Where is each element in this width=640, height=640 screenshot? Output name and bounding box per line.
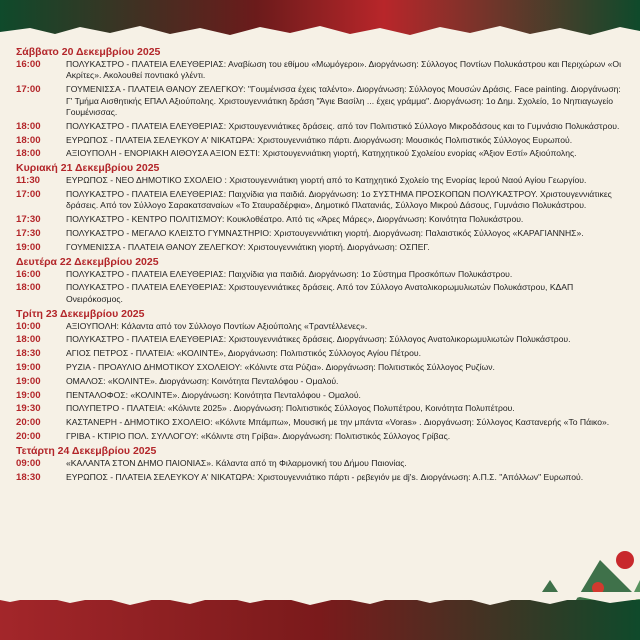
event-row (16, 472, 626, 483)
ornament-icon (616, 551, 634, 569)
event-row (16, 362, 626, 373)
event-time: 20:00 (16, 417, 41, 429)
event-row (16, 175, 626, 186)
event-description: ΠΟΛΥΚΑΣΤΡΟ - ΠΛΑΤΕΙΑ ΕΛΕΥΘΕΡΙΑΣ: Χριστουγεννιάτικες δράσεις. Από τον Σύλλογο Ανατολικορωμυλιωτών Πολυκάστρου, ΚΔΑΠ Ονειρόκοσμος. (66, 282, 574, 304)
event-description: ΠΟΛΥΚΑΣΤΡΟ - ΠΛΑΤΕΙΑ ΕΛΕΥΘΕΡΙΑΣ: Χριστουγεννιάτικες δράσεις. από τον Πολιτιστικό Σύλλογο Μικροδάσους και το Γυμνάσιο Πολυκάστρου. (66, 120, 620, 131)
day-heading: Σάββατο 20 Δεκεμβρίου 2025 (16, 46, 161, 58)
event-description: ΕΥΡΩΠΟΣ - ΠΛΑΤΕΙΑ ΣΕΛΕΥΚΟΥ Α' ΝΙΚΑΤΩΡΑ: Χριστουγεννιάτικο πάρτι. Διοργάνωση: Μουσικός Πολιτιστικός Σύλλογος Ευρωπού. (66, 134, 573, 145)
event-description: ΠΟΛΥΚΑΣΤΡΟ - ΠΛΑΤΕΙΑ ΕΛΕΥΘΕΡΙΑΣ: Παιχνίδια για παιδιά. Διοργάνωση: 1ο ΣΥΣΤΗΜΑ ΠΡΟΣΚΟΠΩΝ ΠΟΛΥΚΑΣΤΡΟΥ. Χριστουγεννιάτικες δράσεις. Από τον Σύλλογο Σαρακατσαναίων «Το Σταυραδέρφια», Δημοτικό Πλατανιάς, Σύλλογο Μικρού Δάσους, Γυμνάσιο Πολυκάστρου. (66, 189, 612, 211)
event-time: 19:00 (16, 361, 41, 373)
event-row (16, 458, 626, 469)
event-row (16, 214, 626, 225)
event-row (16, 321, 626, 332)
event-description: ΓΟΥΜΕΝΙΣΣΑ - ΠΛΑΤΕΙΑ ΘΑΝΟΥ ΖΕΛΕΓΚΟΥ: "Γουμένισσα έχεις ταλέντο». Διοργάνωση: Σύλλογος Μουσών Δράσις. Face painting. Διοργάνωση: Γ' Τμήμα Αισθητικής ΕΠΑΛ Αξιούπολης. Χριστουγεννιάτικη δράση "Άγιε Βασίλη ... έχεις γράμμα". Διοργάνωση: 1ο Δημ. Σχολείο, 1ο Νηπιαγωγείο Γουμένισσας. (66, 84, 621, 118)
event-time: 18:30 (16, 348, 41, 360)
event-description: ΕΥΡΩΠΟΣ - ΝΕΟ ΔΗΜΟΤΙΚΟ ΣΧΟΛΕΙΟ : Χριστουγεννιάτικη γιορτή από το Κατηχητικό Σχολείο της Ενορίας Ιερού Ναού Αγίου Γεωργίου. (66, 175, 587, 186)
event-description: ΑΞΙΟΥΠΟΛΗ - ΕΝΟΡΙΑΚΗ ΑΙΘΟΥΣΑ ΑΞΙΟΝ ΕΣΤΙ: Χριστουγεννιάτικη γιορτή, Κατηχητικού Σχολείου ενορίας «Άξιον Εστί» Αξιούπολης. (66, 148, 577, 159)
bottom-decorative-band (0, 600, 640, 640)
event-time: 18:00 (16, 120, 41, 132)
event-row (16, 148, 626, 159)
event-description: ΠΕΝΤΑΛΟΦΟΣ: «ΚΟΛΙΝΤΕ». Διοργάνωση: Κοινότητα Πενταλόφου - Ομαλού. (66, 389, 361, 400)
event-description: ΓΡΙΒΑ - ΚΤΙΡΙΟ ΠΟΛ. ΣΥΛΛΟΓΟΥ: «Κόλιντε στη Γρίβα». Διοργάνωση: Πολιτιστικός Σύλλογος Γρίβας. (66, 430, 451, 441)
event-description: ΠΟΛΥΚΑΣΤΡΟ - ΠΛΑΤΕΙΑ ΕΛΕΥΘΕΡΙΑΣ: Χριστουγεννιάτικες δράσεις. Διοργάνωση: Σύλλογος Ανατολικορωμυλιωτών Πολυκάστρου. (66, 334, 571, 345)
event-time: 17:30 (16, 214, 41, 226)
event-time: 19:30 (16, 403, 41, 415)
day-heading: Τρίτη 23 Δεκεμβρίου 2025 (16, 307, 145, 320)
event-time: 16:00 (16, 268, 41, 280)
event-time: 16:00 (16, 59, 41, 70)
event-row (16, 121, 626, 132)
day-heading: Δευτέρα 22 Δεκεμβρίου 2025 (16, 255, 159, 268)
event-row (16, 135, 626, 146)
day-heading: Κυριακή 21 Δεκεμβρίου 2025 (16, 162, 160, 175)
event-description: ΑΓΙΟΣ ΠΕΤΡΟΣ - ΠΛΑΤΕΙΑ: «ΚΟΛΙΝΤΕ», Διοργάνωση: Πολιτιστικός Σύλλογος Αγίου Πέτρου. (66, 348, 421, 359)
event-row (16, 390, 626, 401)
event-time: 17:00 (16, 84, 41, 96)
event-description: «ΚΑΛΑΝΤΑ ΣΤΟΝ ΔΗΜΟ ΠΑΙΟΝΙΑΣ». Κάλαντα από τη Φιλαρμονική του Δήμου Παιονίας. (66, 457, 407, 468)
event-time: 09:00 (16, 457, 41, 469)
event-time: 10:00 (16, 320, 41, 332)
event-row (16, 417, 626, 428)
event-description: ΠΟΛΥΠΕΤΡΟ - ΠΛΑΤΕΙΑ: «Κόλιντε 2025» . Διοργάνωση: Πολιτιστικός Σύλλογος Πολυπέτρου, Κοινότητα Πολυπέτρου. (66, 403, 515, 414)
event-time: 18:00 (16, 334, 41, 346)
event-time: 11:30 (16, 175, 41, 187)
event-description: ΚΑΣΤΑΝΕΡΗ - ΔΗΜΟΤΙΚΟ ΣΧΟΛΕΙΟ: «Κόλντε Μπάμπω», Μουσική με την μπάντα «Voras» . Διοργάνωση: Σύλλογος Καστανερής «Το Πάικο». (66, 417, 610, 428)
event-row (16, 334, 626, 345)
event-time: 18:30 (16, 471, 41, 483)
event-time: 19:00 (16, 241, 41, 253)
event-description: ΕΥΡΩΠΟΣ - ΠΛΑΤΕΙΑ ΣΕΛΕΥΚΟΥ Α' ΝΙΚΑΤΩΡΑ: Χριστουγεννιάτικο πάρτι - ρεβεγιόν με dj's. Διοργάνωση: Α.Π.Σ. "Απόλλων" Ευρωπού. (66, 471, 584, 482)
event-time: 18:00 (16, 148, 41, 160)
event-time: 20:00 (16, 430, 41, 442)
top-decorative-band (0, 0, 640, 40)
event-description: ΠΟΛΥΚΑΣΤΡΟ - ΜΕΓΑΛΟ ΚΛΕΙΣΤΟ ΓΥΜΝΑΣΤΗΡΙΟ: Χριστουγεννιάτικη γιορτή. Διοργάνωση: Παλαιστικός Σύλλογος «ΚΑΡΑΓΙΑΝΝΗΣ». (66, 228, 584, 238)
event-time: 18:00 (16, 134, 41, 146)
event-description: ΟΜΑΛΟΣ: «ΚΟΛΙΝΤΕ». Διοργάνωση: Κοινότητα Πενταλόφου - Ομαλού. (66, 375, 339, 386)
event-time: 18:00 (16, 282, 41, 294)
event-row (16, 189, 626, 212)
event-description: ΡΥΖΙΑ - ΠΡΟΑΥΛΙΟ ΔΗΜΟΤΙΚΟΥ ΣΧΟΛΕΙΟΥ: «Κόλιντε στα Ρύζια». Διοργάνωση: Πολιτιστικός Σύλλογος Ρυζίων. (66, 361, 495, 372)
event-row (16, 228, 626, 239)
event-row (16, 242, 626, 253)
event-description: ΠΟΛΥΚΑΣΤΡΟ - ΚΕΝΤΡΟ ΠΟΛΙΤΙΣΜΟΥ: Κουκλοθέατρο. Από τις «Άρες Μάρες», Διοργάνωση: Κοινότητα Πολυκάστρου. (66, 214, 524, 225)
event-row (16, 348, 626, 359)
event-row (16, 84, 626, 118)
event-description: ΑΞΙΟΥΠΟΛΗ: Κάλαντα από τον Σύλλογο Ποντίων Αξιούπολης «Τραντέλλενες». (66, 320, 368, 331)
day-heading: Τετάρτη 24 Δεκεμβρίου 2025 (16, 444, 157, 457)
event-time: 19:00 (16, 375, 41, 387)
event-time: 17:00 (16, 189, 41, 200)
event-row (16, 269, 626, 280)
event-row (16, 282, 626, 305)
event-schedule (16, 44, 626, 485)
event-row (16, 403, 626, 414)
torn-paper-edge-top (0, 22, 640, 42)
event-time: 17:30 (16, 228, 41, 239)
event-description: ΓΟΥΜΕΝΙΣΣΑ - ΠΛΑΤΕΙΑ ΘΑΝΟΥ ΖΕΛΕΓΚΟΥ: Χριστουγεννιάτικη γιορτή. Διοργάνωση: ΟΣΠΕΓ. (66, 241, 430, 252)
event-time: 19:00 (16, 389, 41, 401)
event-row (16, 431, 626, 442)
torn-paper-edge-bottom (0, 592, 640, 608)
event-row (16, 376, 626, 387)
event-description: ΠΟΛΥΚΑΣΤΡΟ - ΠΛΑΤΕΙΑ ΕΛΕΥΘΕΡΙΑΣ: Παιχνίδια για παιδιά. Διοργάνωση: 1ο Σύστημα Προσκόπων Πολυκάστρου. (66, 268, 513, 279)
event-description: ΠΟΛΥΚΑΣΤΡΟ - ΠΛΑΤΕΙΑ ΕΛΕΥΘΕΡΙΑΣ: Αναβίωση του εθίμου «Μωμόγεροι». Διοργάνωση: Σύλλογος Ποντίων Πολυκάστρου και Περιχώρων «Οι Ακρίτες». Ακολουθεί ποντιακό γλέντι. (66, 59, 622, 81)
event-row (16, 59, 626, 82)
